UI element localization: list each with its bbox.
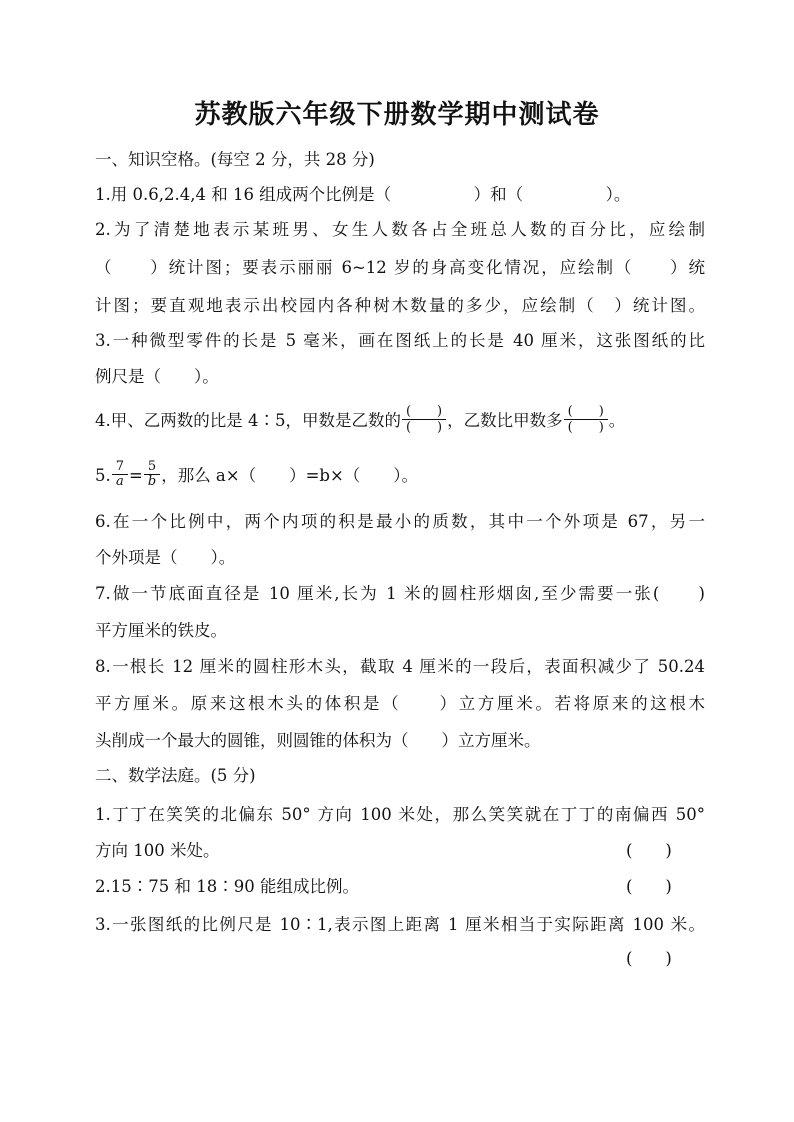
blank-fraction-1-denominator: ( ) <box>405 420 443 435</box>
question-1-6-line1: 6.在一个比例中，两个内项的积是最小的质数，其中一个外项是 67，另一 <box>95 512 705 531</box>
question-1-7-line2: 平方厘米的铁皮。 <box>95 621 227 640</box>
fraction-5-over-b-numerator: 5 <box>144 460 160 475</box>
question-1-4-text-b: ，乙数比甲数多 <box>447 411 563 430</box>
question-2-3-line1: 3.一张图纸的比例尺是 10∶1,表示图上距离 1 厘米相当于实际距离 100 米。 <box>95 915 705 934</box>
fraction-7-over-a <box>112 460 128 489</box>
question-1-8-line2: 平方厘米。原来这根木头的体积是（ ）立方厘米。若将原来的这根木 <box>95 694 705 713</box>
blank-fraction-1-numerator: ( ) <box>402 404 446 420</box>
fraction-5-over-b <box>144 460 160 489</box>
question-1-2-line3: 计图；要直观地表示出校园内各种树木数量的多少，应绘制（ ）统计图。 <box>95 296 705 315</box>
question-1-1: 1.用 0.6,2.4,4 和 16 组成两个比例是（ ）和（ ）。 <box>95 185 631 204</box>
fraction-7-over-a-denominator: a <box>116 474 124 489</box>
section2-heading: 二、数学法庭。(5 分) <box>95 766 256 785</box>
judge-box-2[interactable]: ( ) <box>626 877 672 896</box>
question-1-4-text-c: 。 <box>608 411 626 430</box>
question-1-3-line1: 3.一种微型零件的长是 5 毫米，画在图纸上的长是 40 厘米，这张图纸的比 <box>95 331 705 350</box>
blank-fraction-2-numerator: ( ) <box>564 404 608 420</box>
question-2-2: 2.15∶75 和 18∶90 能组成比例。 <box>95 877 359 896</box>
fraction-7-over-a-numerator: 7 <box>112 460 128 475</box>
question-1-2-line2: （ ）统计图；要表示丽丽 6~12 岁的身高变化情况，应绘制（ ）统 <box>95 258 705 277</box>
question-1-3-line2: 例尺是（ ）。 <box>95 367 219 386</box>
question-2-1-line2: 方向 100 米处。 <box>95 841 220 860</box>
judge-box-3[interactable]: ( ) <box>626 949 672 968</box>
question-1-6-line2: 个外项是（ ）。 <box>95 548 236 567</box>
question-1-5-rest: ，那么 a×（ ）=b×（ ）。 <box>161 466 419 485</box>
question-1-4 <box>95 406 705 437</box>
question-1-7-line1: 7.做一节底面直径是 10 厘米,长为 1 米的圆柱形烟囱,至少需要一张( ) <box>95 584 705 603</box>
question-1-5 <box>95 459 705 491</box>
question-1-2-line1: 2.为了清楚地表示某班男、女生人数各占全班总人数的百分比，应绘制 <box>95 220 705 239</box>
question-1-8-line3: 头削成一个最大的圆锥，则圆锥的体积为（ ）立方厘米。 <box>95 731 541 750</box>
question-1-5-prefix: 5. <box>95 466 111 485</box>
question-1-8-line1: 8.一根长 12 厘米的圆柱形木头，截取 4 厘米的一段后，表面积减少了 50.24 <box>95 657 705 676</box>
blank-fraction-2-denominator: ( ) <box>567 420 604 435</box>
fraction-5-over-b-denominator: b <box>147 474 157 489</box>
blank-fraction-1 <box>402 404 446 435</box>
equals-sign: = <box>129 466 143 485</box>
section1-heading: 一、知识空格。(每空 2 分，共 28 分) <box>95 150 375 169</box>
blank-fraction-2 <box>564 404 608 435</box>
judge-box-1[interactable]: ( ) <box>626 841 672 860</box>
question-2-1-line1: 1.丁丁在笑笑的北偏东 50° 方向 100 米处，那么笑笑就在丁丁的南偏西 50° <box>95 805 705 824</box>
page-title: 苏教版六年级下册数学期中测试卷 <box>194 100 600 130</box>
question-1-4-text-a: 4.甲、乙两数的比是 4∶5，甲数是乙数的 <box>95 411 401 430</box>
